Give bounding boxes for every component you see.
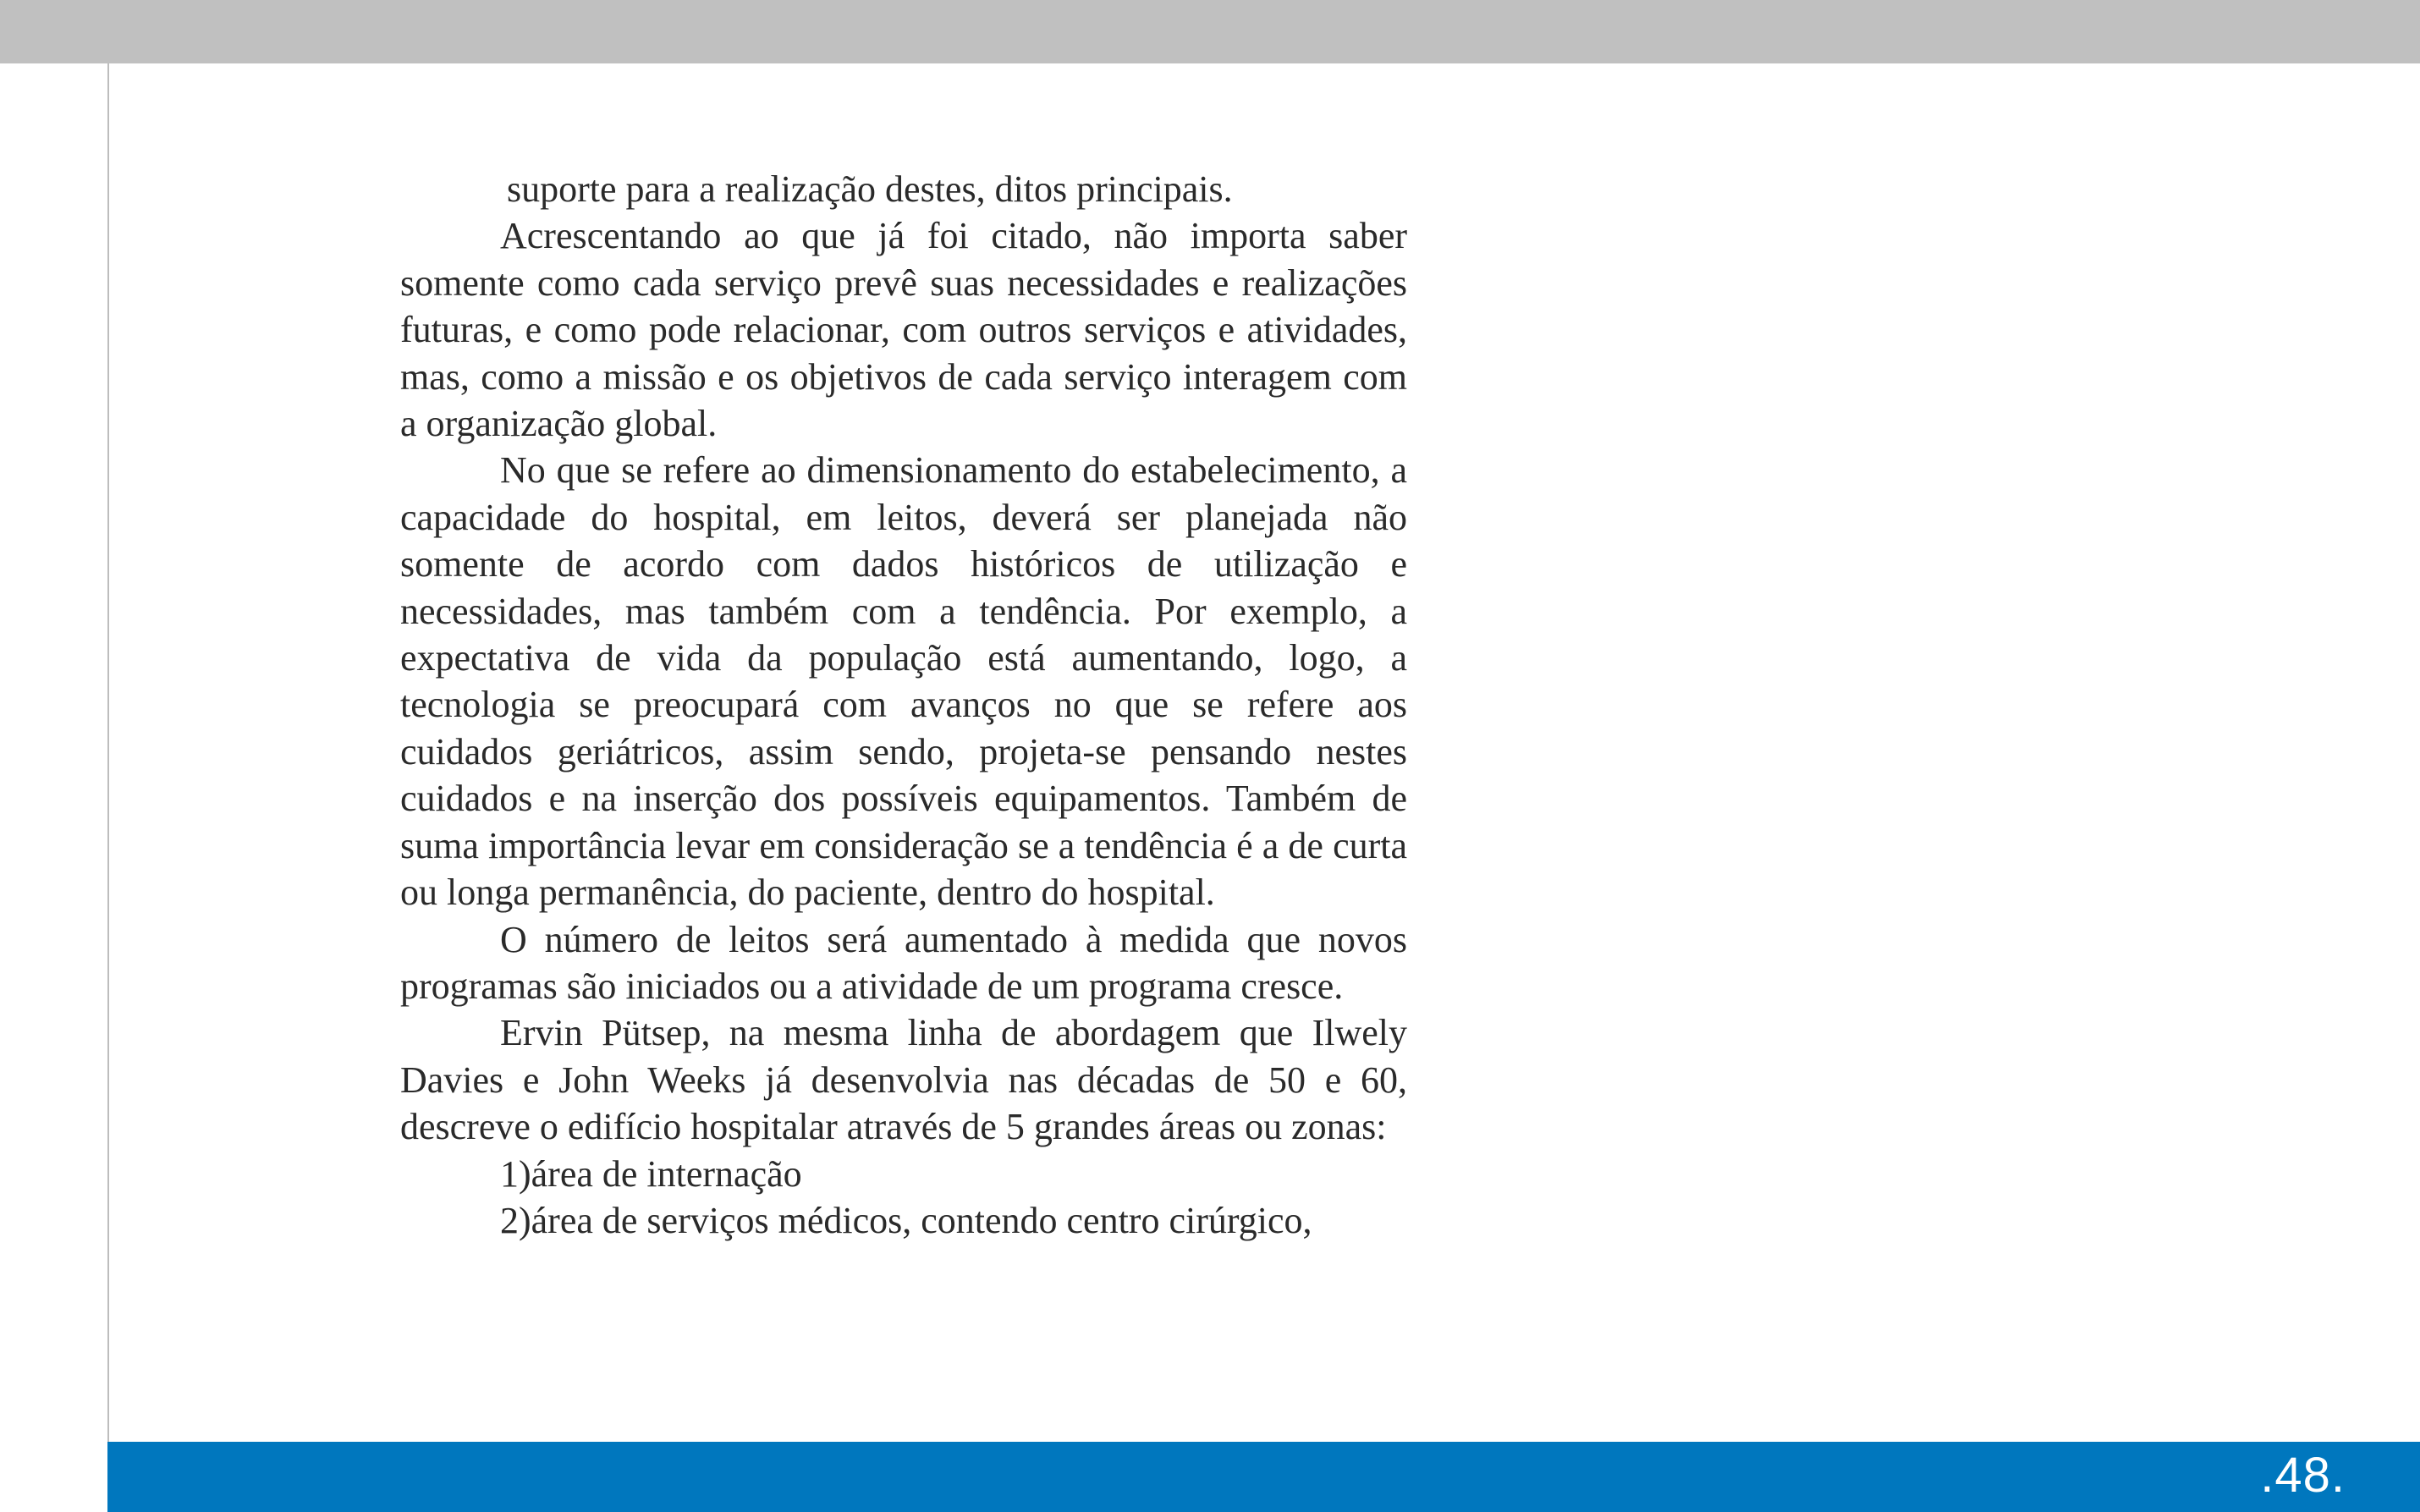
paragraph-4: Ervin Pütsep, na mesma linha de abordagem que Ilwely Davies e John Weeks já desenvolvia nas décadas de 50 e 60, descreve o edifício hospitalar através de 5 grandes áreas ou zonas: [400, 1012, 1407, 1148]
paragraph-2: No que se refere ao dimensionamento do estabelecimento, a capacidade do hospital, em leitos, deverá ser planejada não somente de acordo com dados históricos de utilização e necessidades, mas também com a tendência. Por exemplo, a expectativa de vida da população está aumentando, logo, a tecnologia se preocupará com avanços no que se refere aos cuidados geriátricos, assim sendo, projeta-se pensando nestes cuidados e na inserção dos possíveis equipamentos. Também de suma importância levar em consideração se a tendência é a de curta ou longa permanência, do paciente, dentro do hospital. [400, 449, 1407, 914]
footer-bar [107, 1442, 2420, 1512]
top-bar [0, 0, 2420, 63]
page-number: .48. [2260, 1448, 2346, 1503]
paragraph-1: Acrescentando ao que já foi citado, não importa saber somente como cada serviço prevê suas necessidades e realizações futuras, e como pode relacionar, com outros serviços e atividades, mas, como a missão e os objetivos de cada serviço interagem com a organização global. [400, 215, 1407, 445]
paragraph-3: O número de leitos será aumentado à medida que novos programas são iniciados ou a atividade de um programa cresce. [400, 918, 1407, 1007]
list-item-2: 2)área de serviços médicos, contendo centro cirúrgico, [500, 1199, 1312, 1241]
continued-line: suporte para a realização destes, ditos principais. [507, 168, 1233, 210]
list-item-1: 1)área de internação [500, 1152, 802, 1195]
body-text [400, 166, 1407, 1244]
